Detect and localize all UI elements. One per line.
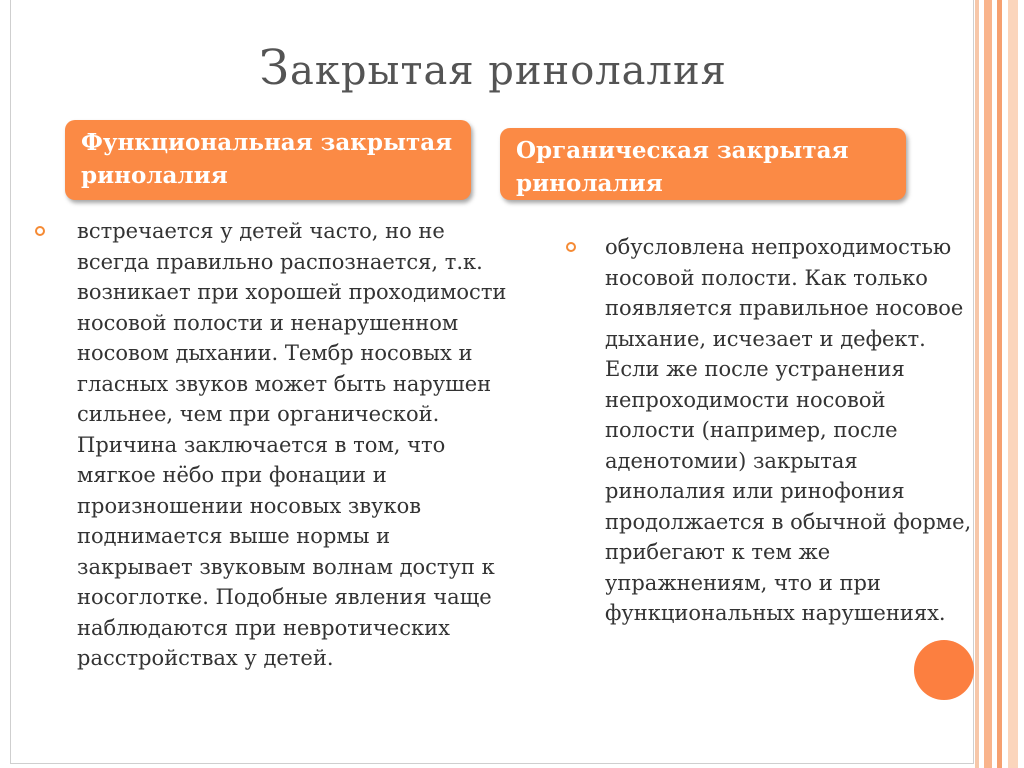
bullet-icon [35, 226, 45, 236]
decorative-stripes [975, 0, 1024, 768]
functional-description: встречается у детей часто, но не всегда правильно распознается, т.к. возникает при хорошей проходимости носовой полости и ненарушенном носовом дыхании. Тембр носовых и гласных звуков может быть нарушен сильнее, чем при органической. Причина заключается в том, что мягкое нёбо при фонации и произношении носовых звуков поднимается выше нормы и закрывает звуковым волнам доступ к носоглотке. Подобные явления чаще наблюдаются при невротических расстройствах у детей. [77, 219, 507, 670]
stripe [984, 0, 992, 768]
header-organic: Органическая закрытая ринолалия [500, 128, 906, 200]
stripe [997, 0, 1002, 768]
stripe [1008, 0, 1018, 768]
slide-title [11, 40, 975, 96]
header-functional: Функциональная закрытая ринолалия [65, 120, 471, 200]
slide [10, 0, 974, 764]
organic-description: обусловлена непроходимостью носовой полости. Как только появляется правильное носовое дыхание, исчезает и дефект. Если же после устранения непроходимости носовой полости (например, после аденотомии) закрытая ринолалия или ринофония продолжается в обычной форме, прибегают к тем же упражнениям, что и при функциональных нарушениях. [605, 235, 972, 625]
bullet-icon [566, 242, 576, 252]
title-capital: З [259, 40, 291, 96]
title-rest: акрытая ринолалия [290, 48, 727, 94]
decorative-circle [914, 640, 974, 700]
stripe [975, 0, 979, 768]
